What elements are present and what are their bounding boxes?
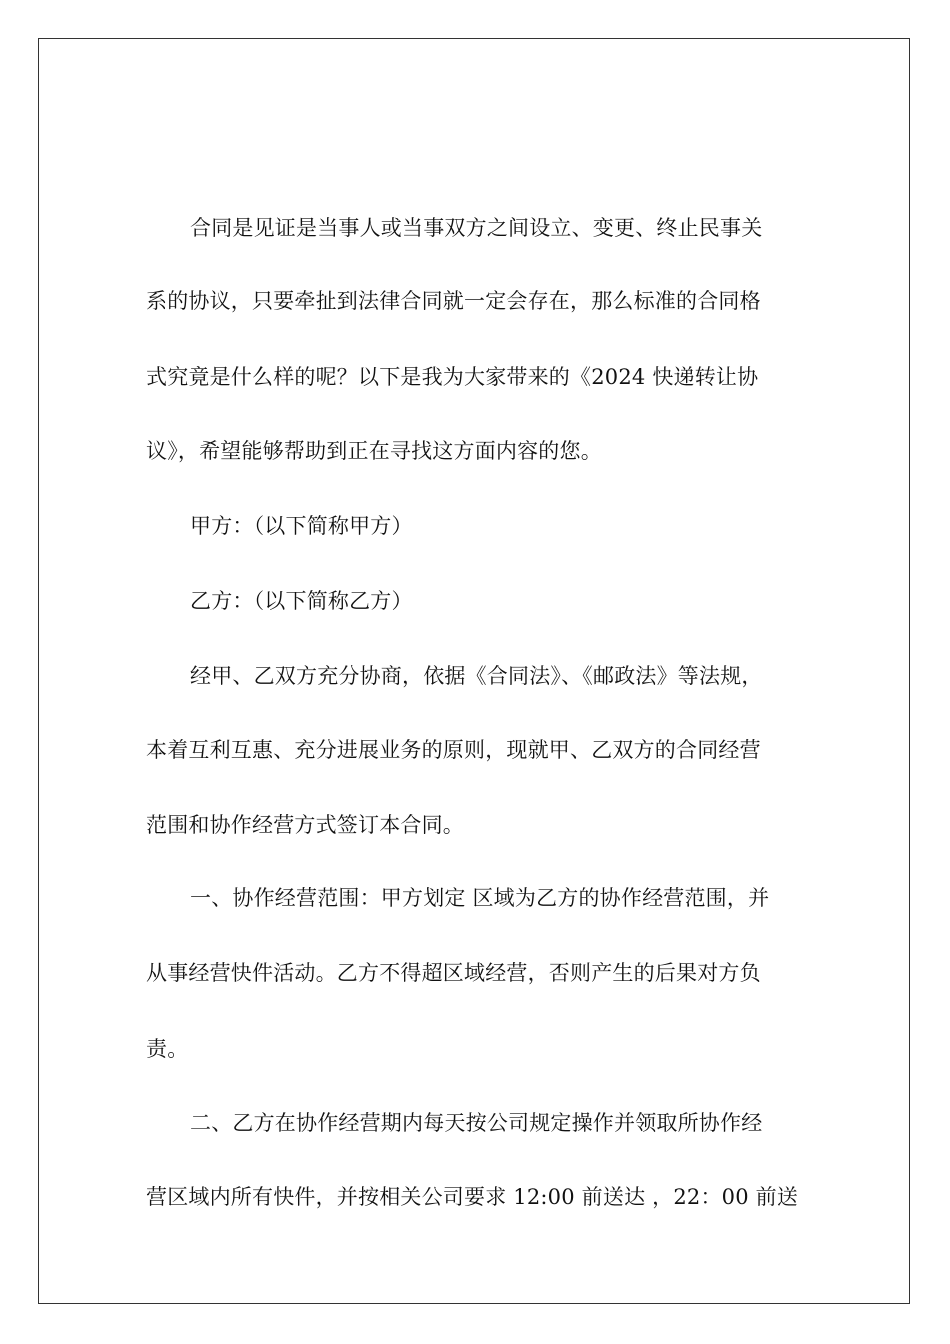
clause-2-line: 二、乙方在协作经营期内每天按公司规定操作并领取所协作经 bbox=[190, 1111, 763, 1135]
clause-2-line: 营区域内所有快件，并按相关公司要求 12:00 前送达 ，22：00 前送 bbox=[146, 1185, 799, 1209]
paragraph-line: 式究竟是什么样的呢？以下是我为大家带来的《2024 快递转让协 bbox=[146, 365, 759, 389]
party-a-line: 甲方：（以下简称甲方） bbox=[190, 514, 413, 538]
party-b-line: 乙方：（以下简称乙方） bbox=[190, 589, 413, 613]
paragraph-line: 系的协议，只要牵扯到法律合同就一定会存在，那么标准的合同格 bbox=[146, 289, 761, 313]
clause-1-line: 责。 bbox=[146, 1037, 189, 1061]
paragraph-line: 议》，希望能够帮助到正在寻找这方面内容的您。 bbox=[146, 439, 602, 463]
paragraph-line: 范围和协作经营方式签订本合同。 bbox=[146, 813, 464, 837]
clause-1-line: 一、协作经营范围：甲方划定 区域为乙方的协作经营范围，并 bbox=[190, 886, 770, 910]
paragraph-line: 本着互利互惠、充分进展业务的原则，现就甲、乙双方的合同经营 bbox=[146, 738, 761, 762]
clause-1-line: 从事经营快件活动。乙方不得超区域经营，否则产生的后果对方负 bbox=[146, 961, 761, 985]
paragraph-line: 合同是见证是当事人或当事双方之间设立、变更、终止民事关 bbox=[190, 216, 763, 240]
paragraph-line: 经甲、乙双方充分协商，依据《合同法》、《邮政法》等法规， bbox=[190, 664, 763, 688]
